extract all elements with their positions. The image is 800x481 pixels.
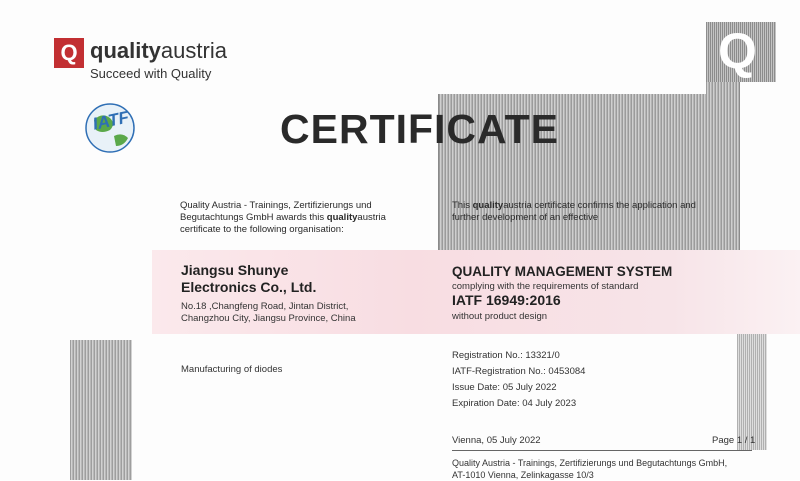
band-cutout [438, 22, 706, 94]
brand-name [90, 38, 227, 64]
address-line2: Changzhou City, Jiangsu Province, China [181, 313, 356, 324]
issuer-line1: Quality Austria - Trainings, Zertifizierungs und Begutachtungs GmbH, [452, 458, 728, 468]
certificate-title: CERTIFICATE [280, 106, 560, 152]
confirms-statement [452, 200, 712, 224]
confirms-part2: austria certificate confirms the application and further development of an effective [452, 200, 696, 223]
awards-statement [180, 200, 410, 236]
iatf-globe-logo-icon [80, 96, 144, 156]
expiration-date: Expiration Date: 04 July 2023 [452, 398, 577, 409]
awards-part2: austria certificate to the following organisation: [180, 212, 386, 235]
certification-scope: Manufacturing of diodes [181, 364, 283, 375]
management-system-name: QUALITY MANAGEMENT SYSTEM [452, 264, 673, 279]
standard-note: without product design [452, 311, 548, 322]
standard-name: IATF 16949:2016 [452, 292, 561, 308]
iatf-registration-number: IATF-Registration No.: 0453084 [452, 366, 586, 377]
brand-tagline: Succeed with Quality [90, 66, 212, 81]
brand-name-regular: austria [160, 38, 227, 63]
issuer-line2: AT-1010 Vienna, Zelinkagasse 10/3 [452, 470, 594, 480]
organisation-name-line2: Electronics Co., Ltd. [181, 279, 317, 295]
corner-q-icon: Q [718, 23, 757, 79]
decorative-gray-band-left [70, 340, 132, 480]
complying-text: complying with the requirements of standard [452, 281, 639, 292]
organisation-name [181, 262, 316, 296]
brand-name-bold: quality [90, 38, 161, 63]
registration-number: Registration No.: 13321/0 [452, 350, 560, 361]
issuer-address [452, 457, 727, 481]
iatf-logo-text: IATF [91, 107, 131, 134]
awards-part1: Quality Austria - Trainings, Zertifizierungs und Begutachtungs GmbH awards this [180, 200, 372, 223]
issue-date: Issue Date: 05 July 2022 [452, 382, 557, 393]
quality-austria-logo-icon [54, 38, 84, 68]
page-number: Page 1 / 1 [712, 435, 756, 446]
confirms-part1: This [452, 200, 473, 211]
signature-rule [452, 450, 752, 451]
awards-bold: quality [326, 212, 358, 223]
organisation-name-line1: Jiangsu Shunye [181, 262, 289, 278]
logo-letter: Q [60, 40, 78, 65]
confirms-bold: quality [472, 200, 504, 211]
organisation-address [181, 301, 356, 325]
address-line1: No.18 ,Changfeng Road, Jintan District, [181, 301, 349, 312]
place-and-date: Vienna, 05 July 2022 [452, 435, 541, 446]
